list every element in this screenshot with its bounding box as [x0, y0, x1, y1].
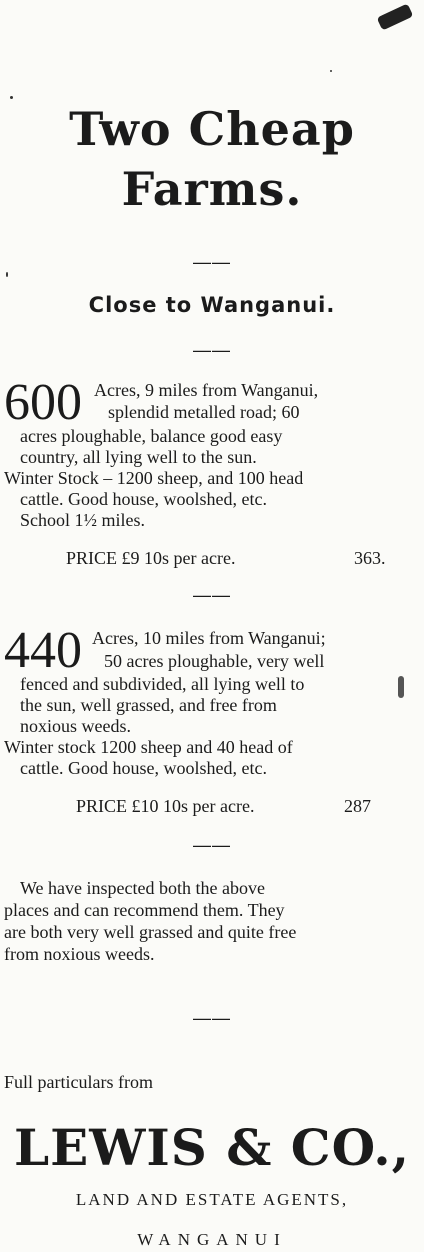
separator: —— — [193, 585, 231, 605]
farm-1-line: Winter Stock – 1200 sheep, and 100 head — [4, 468, 304, 488]
ink-speck — [330, 70, 332, 72]
agent-name: LEWIS & CO., — [13, 1118, 411, 1177]
separator: —— — [193, 1008, 231, 1028]
farm-2-line: noxious weeds. — [20, 716, 131, 736]
farm-1-line: cattle. Good house, woolshed, etc. — [20, 489, 267, 509]
farm-2-line: the sun, well grassed, and free from — [20, 695, 277, 715]
separator: —— — [193, 835, 231, 855]
headline-line-2: Farms. — [121, 162, 303, 216]
ink-speck — [398, 676, 404, 698]
agent-town: WANGANUI — [137, 1230, 287, 1249]
farm-1-line: country, all lying well to the sun. — [20, 447, 257, 467]
farm-2-line: fenced and subdivided, all lying well to — [20, 674, 305, 694]
farm-2-acreage: 440 — [4, 622, 82, 679]
particulars-text: Full particulars from — [4, 1072, 153, 1092]
subtitle: Close to Wanganui. — [88, 293, 336, 317]
farm-1-line: splendid metalled road; 60 — [108, 402, 300, 422]
farm-2-price: PRICE £10 10s per acre. — [76, 796, 255, 816]
farm-2-line: 50 acres ploughable, very well — [104, 651, 325, 671]
note-line: places and can recommend them. They — [4, 900, 285, 920]
headline-line-1: Two Cheap — [69, 102, 355, 156]
separator: —— — [193, 252, 231, 272]
farm-1-line: Acres, 9 miles from Wanganui, — [94, 380, 319, 400]
farm-1-reference: 363. — [354, 548, 386, 568]
farm-2-line: cattle. Good house, woolshed, etc. — [20, 758, 267, 778]
note-line: We have inspected both the above — [20, 878, 265, 898]
note-line: from noxious weeds. — [4, 944, 155, 964]
farm-1-acreage: 600 — [4, 374, 82, 431]
farm-2-line: Acres, 10 miles from Wanganui; — [92, 628, 326, 648]
ink-speck — [377, 3, 414, 30]
farm-1-line: School 1½ miles. — [20, 510, 145, 530]
farm-2-line: Winter stock 1200 sheep and 40 head of — [4, 737, 293, 757]
agent-role: LAND AND ESTATE AGENTS, — [75, 1190, 349, 1209]
farm-1-price: PRICE £9 10s per acre. — [66, 548, 236, 568]
ink-speck — [10, 96, 13, 99]
farm-2-reference: 287 — [344, 796, 371, 816]
separator: —— — [193, 340, 231, 360]
note-line: are both very well grassed and quite free — [4, 922, 297, 942]
farm-1-line: acres ploughable, balance good easy — [20, 426, 283, 446]
